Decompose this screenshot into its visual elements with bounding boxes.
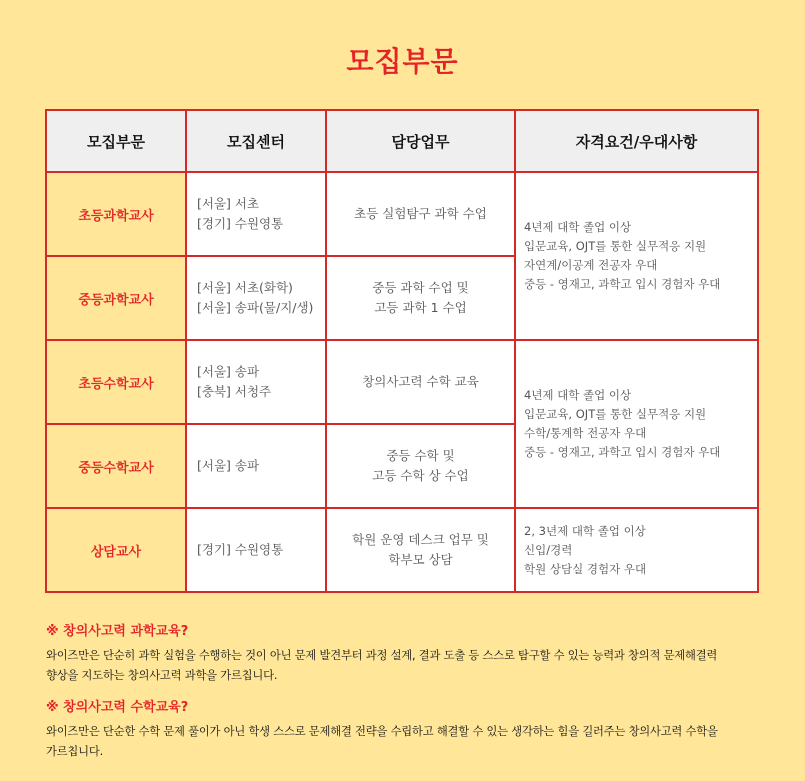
table-row — [46, 508, 758, 592]
dept-cell: 초등과학교사 — [46, 172, 186, 256]
task-line: 중등 과학 수업 및 — [372, 280, 469, 295]
task-line: 초등 실험탐구 과학 수업 — [354, 206, 487, 221]
center-cell — [186, 424, 326, 508]
task-line: 고등 수학 상 수업 — [372, 468, 469, 483]
note-title: ※ 창의사고력 수학교육? — [46, 700, 189, 715]
requirements-cell — [515, 172, 758, 340]
header-center: 모집센터 — [186, 110, 326, 172]
dept-cell: 중등과학교사 — [46, 256, 186, 340]
center-cell — [186, 172, 326, 256]
center-line: [서울] 서초 — [197, 196, 260, 211]
table-header-row — [46, 110, 758, 172]
requirement-line: 입문교육, OJT를 통한 실무적응 지원 — [524, 407, 707, 421]
task-line: 창의사고력 수학 교육 — [362, 374, 479, 389]
header-task: 담당업무 — [326, 110, 515, 172]
center-cell — [186, 508, 326, 592]
task-cell — [326, 340, 515, 424]
requirements-cell — [515, 340, 758, 508]
note-science — [46, 622, 761, 686]
center-line: [서울] 송파(물/지/생) — [197, 300, 314, 315]
page-title: 모집부문 — [346, 45, 459, 78]
center-line: [경기] 수원영통 — [197, 216, 284, 231]
center-line: [서울] 서초(화학) — [197, 280, 293, 295]
dept-cell: 상담교사 — [46, 508, 186, 592]
note-body-line: 와이즈만은 단순한 수학 문제 풀이가 아닌 학생 스스로 문제해결 전략을 수립하고 해결할 수 있는 생각하는 힘을 길러주는 창의사고력 수학을 — [46, 725, 718, 738]
task-cell — [326, 172, 515, 256]
note-body-line: 와이즈만은 단순히 과학 실험을 수행하는 것이 아닌 문제 발견부터 과정 설계, 결과 도출 등 스스로 탐구할 수 있는 능력과 창의적 문제해결력 — [46, 649, 718, 662]
task-line: 학원 운영 데스크 업무 및 — [352, 532, 489, 547]
center-cell — [186, 340, 326, 424]
task-cell — [326, 508, 515, 592]
header-dept: 모집부문 — [46, 110, 186, 172]
note-body-line: 가르칩니다. — [46, 745, 103, 758]
note-math — [46, 698, 761, 762]
note-title: ※ 창의사고력 과학교육? — [46, 624, 189, 639]
requirement-line: 중등 - 영재고, 과학고 입시 경험자 우대 — [524, 277, 721, 291]
table-row — [46, 172, 758, 256]
requirement-line: 중등 - 영재고, 과학고 입시 경험자 우대 — [524, 445, 721, 459]
task-line: 고등 과학 1 수업 — [374, 300, 467, 315]
requirement-line: 4년제 대학 졸업 이상 — [524, 220, 632, 234]
note-body-line: 향상을 지도하는 창의사고력 과학을 가르칩니다. — [46, 669, 278, 682]
requirements-cell — [515, 508, 758, 592]
requirement-line: 자연계/이공계 전공자 우대 — [524, 258, 658, 272]
requirement-line: 수학/통계학 전공자 우대 — [524, 426, 647, 440]
dept-cell: 중등수학교사 — [46, 424, 186, 508]
task-cell — [326, 256, 515, 340]
center-line: [경기] 수원영통 — [197, 542, 284, 557]
table-row — [46, 340, 758, 424]
requirement-line: 학원 상담실 경험자 우대 — [524, 561, 647, 576]
center-cell — [186, 256, 326, 340]
center-line: [충북] 서청주 — [197, 384, 272, 399]
task-cell — [326, 424, 515, 508]
dept-cell: 초등수학교사 — [46, 340, 186, 424]
recruitment-table — [45, 109, 759, 593]
task-line: 중등 수학 및 — [386, 448, 455, 463]
notes-section — [46, 622, 761, 762]
requirement-line: 입문교육, OJT를 통한 실무적응 지원 — [524, 239, 707, 253]
requirement-line: 4년제 대학 졸업 이상 — [524, 388, 632, 402]
requirement-line: 2, 3년제 대학 졸업 이상 — [524, 523, 646, 538]
requirement-line: 신입/경력 — [524, 542, 573, 557]
task-line: 학부모 상담 — [388, 552, 453, 567]
note-body — [46, 646, 761, 686]
center-line: [서울] 송파 — [197, 458, 260, 473]
header-requirements: 자격요건/우대사항 — [515, 110, 758, 172]
center-line: [서울] 송파 — [197, 364, 260, 379]
note-body — [46, 722, 761, 762]
